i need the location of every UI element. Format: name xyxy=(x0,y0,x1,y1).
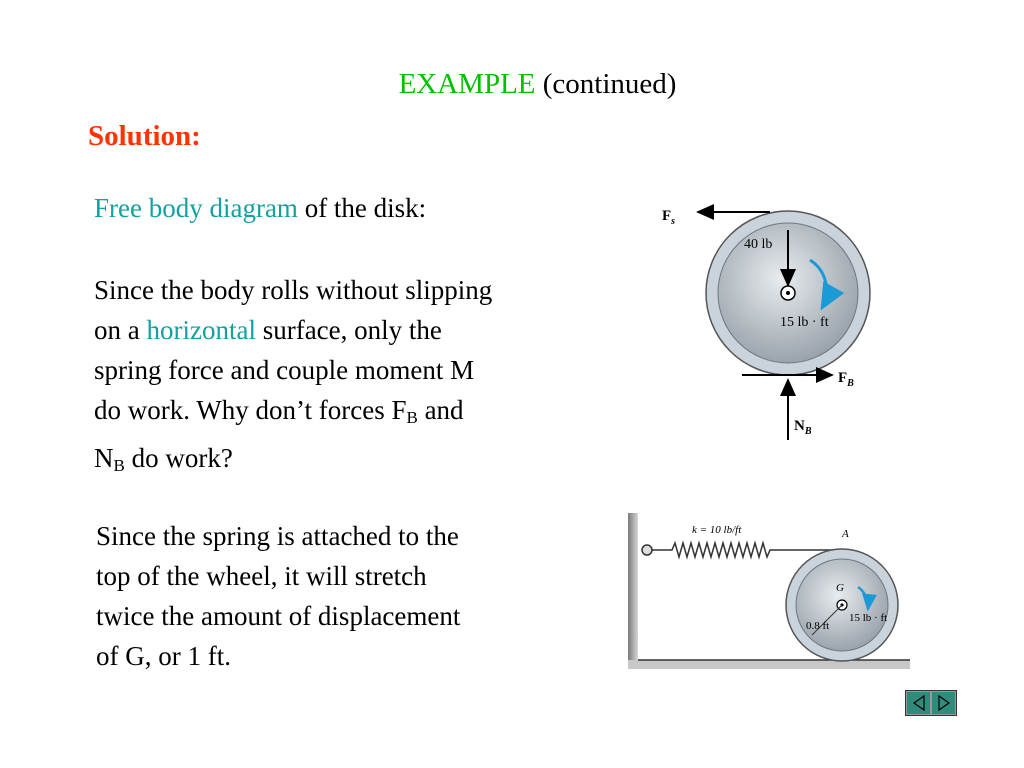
p1-line4: do work. Why don’t forces $F_B$ and xyxy=(94,395,464,427)
p2-line3: twice the amount of displacement xyxy=(96,601,461,631)
g-label: G xyxy=(836,582,844,594)
radius-label: 0.8 ft xyxy=(806,620,830,632)
slide-title xyxy=(0,68,1024,101)
free-body-diagram xyxy=(640,190,880,450)
next-slide-button[interactable] xyxy=(931,691,956,715)
paragraph-2 xyxy=(96,516,596,676)
weight-label: 40 lb xyxy=(744,237,773,252)
p1-line2: on a horizontal surface, only the xyxy=(94,315,442,345)
spring-anchor xyxy=(642,545,652,555)
fs-label: $F_s$ xyxy=(662,208,676,227)
p1-line3: spring force and couple moment M xyxy=(94,355,475,385)
fbd-rest: of the disk: xyxy=(304,193,427,223)
title-rest: (continued) xyxy=(542,68,677,100)
wall xyxy=(628,513,638,668)
triangle-right-icon xyxy=(937,695,951,711)
fbd-highlight: Free body diagram xyxy=(94,193,298,223)
title-highlight: EXAMPLE xyxy=(398,68,536,100)
p2-line2: top of the wheel, it will stretch xyxy=(96,561,427,591)
triangle-left-icon xyxy=(912,695,926,711)
floor xyxy=(628,660,910,669)
horizontal-highlight: horizontal xyxy=(146,315,256,345)
p1-line1: Since the body rolls without slipping xyxy=(94,275,493,305)
point-a-label: A xyxy=(842,528,849,540)
spring xyxy=(652,543,838,557)
spring-wheel-diagram xyxy=(620,505,915,680)
fb-label: $F_B$ xyxy=(838,370,854,389)
prev-slide-button[interactable] xyxy=(906,691,931,715)
fbd-heading xyxy=(94,188,426,228)
p2-line4: of G, or 1 ft. xyxy=(96,641,231,671)
slide-nav xyxy=(905,690,957,716)
p1-line5: $N_B$ do work? xyxy=(94,443,233,475)
solution-label: Solution: xyxy=(88,120,201,152)
p2-line1: Since the spring is attached to the xyxy=(96,521,459,551)
paragraph-1 xyxy=(94,270,614,486)
spring-constant-label: k = 10 lb/ft xyxy=(692,524,742,536)
moment-label: 15 lb · ft xyxy=(780,315,829,330)
nb-label: $N_B$ xyxy=(794,418,812,437)
wheel-moment-label: 15 lb · ft xyxy=(849,612,888,624)
